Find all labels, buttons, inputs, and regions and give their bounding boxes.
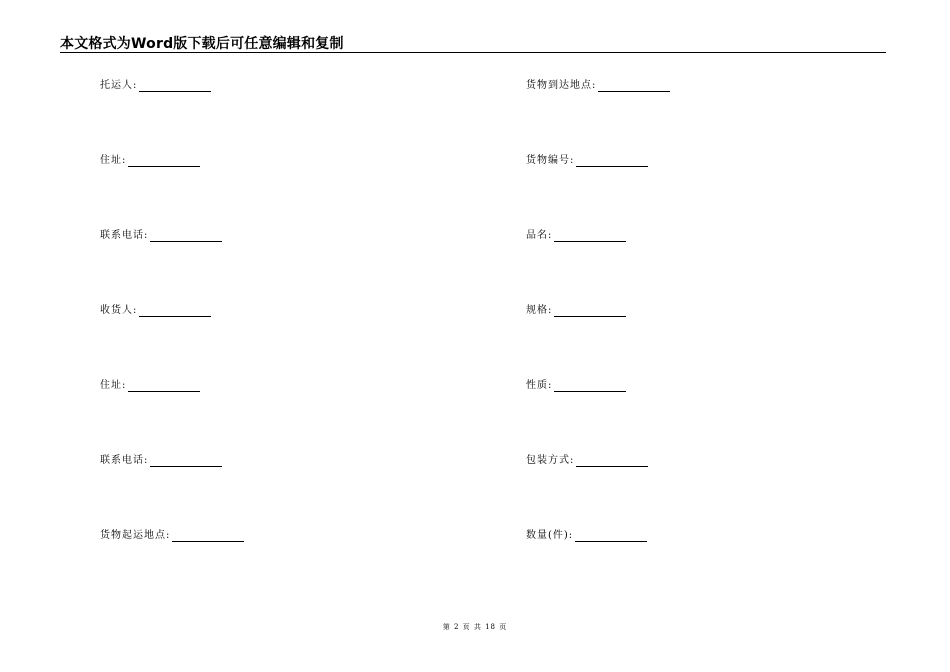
field-label: 货物到达地点:: [526, 80, 597, 91]
field-label: 联系电话:: [100, 455, 149, 466]
field-quantity: [526, 530, 647, 542]
field-shipper: [100, 80, 211, 92]
field-destination: [526, 80, 670, 92]
blank-line[interactable]: [554, 305, 626, 317]
field-label: 性质:: [526, 380, 553, 391]
field-label: 货物起运地点:: [100, 530, 171, 541]
blank-line[interactable]: [575, 530, 647, 542]
field-nature: [526, 380, 626, 392]
blank-line[interactable]: [128, 380, 200, 392]
field-cargo-number: [526, 155, 648, 167]
blank-line[interactable]: [554, 380, 626, 392]
field-specification: [526, 305, 626, 317]
field-label: 联系电话:: [100, 230, 149, 241]
blank-line[interactable]: [172, 530, 244, 542]
field-label: 规格:: [526, 305, 553, 316]
blank-line[interactable]: [139, 80, 211, 92]
field-label: 收货人:: [100, 305, 138, 316]
blank-line[interactable]: [150, 230, 222, 242]
field-label: 住址:: [100, 155, 127, 166]
field-product-name: [526, 230, 626, 242]
field-consignee-phone: [100, 455, 222, 467]
field-packaging: [526, 455, 648, 467]
blank-line[interactable]: [576, 455, 648, 467]
header-divider: [60, 52, 886, 53]
blank-line[interactable]: [139, 305, 211, 317]
field-consignee: [100, 305, 211, 317]
blank-line[interactable]: [598, 80, 670, 92]
field-label: 包装方式:: [526, 455, 575, 466]
blank-line[interactable]: [128, 155, 200, 167]
field-shipper-phone: [100, 230, 222, 242]
field-label: 住址:: [100, 380, 127, 391]
field-label: 数量(件):: [526, 530, 574, 541]
field-label: 品名:: [526, 230, 553, 241]
field-consignee-address: [100, 380, 200, 392]
page-number: 第 2 页 共 18 页: [442, 623, 508, 631]
field-label: 托运人:: [100, 80, 138, 91]
field-shipper-address: [100, 155, 200, 167]
blank-line[interactable]: [150, 455, 222, 467]
blank-line[interactable]: [576, 155, 648, 167]
blank-line[interactable]: [554, 230, 626, 242]
field-origin: [100, 530, 244, 542]
field-label: 货物编号:: [526, 155, 575, 166]
header-title: 本文格式为Word版下载后可任意编辑和复制: [60, 36, 344, 52]
